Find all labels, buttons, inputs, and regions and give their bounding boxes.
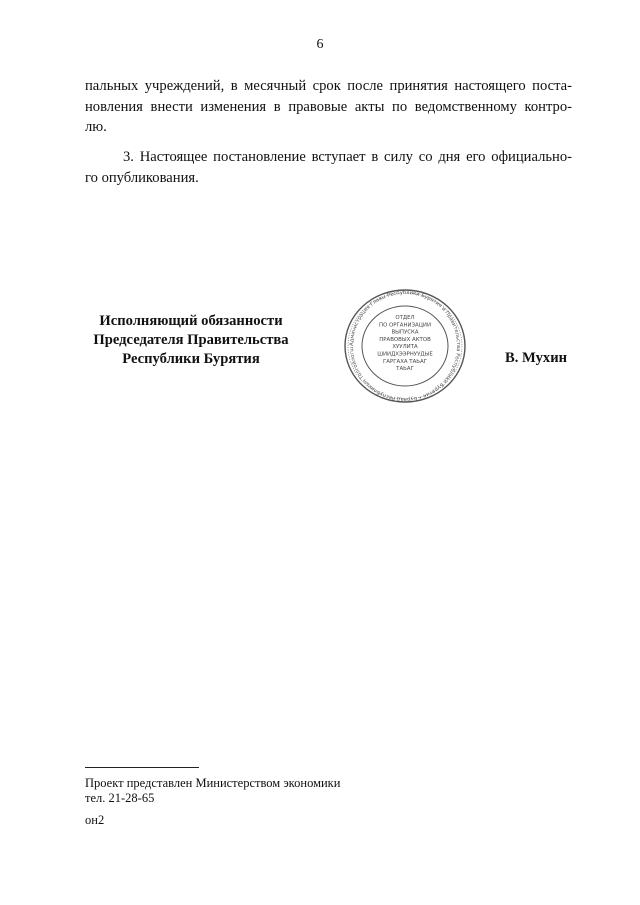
footnote-line: Проект представлен Министерством экономики xyxy=(85,776,341,790)
seal-inner-line: ГАРГАХА ТАЬАГ xyxy=(383,358,427,365)
paragraph-1-line: пальных учреждений, в месячный срок после принятия настоящего поста- xyxy=(85,78,572,94)
signatory-line: Исполняющий обязанности xyxy=(99,313,283,329)
footnote-line: тел. 21-28-65 xyxy=(85,790,155,805)
signer-name: В. Мухин xyxy=(505,350,568,366)
official-seal-stamp xyxy=(340,286,470,406)
paragraph-2-line: 3. Настоящее постановление вступает в силу со дня его официально- xyxy=(123,149,572,165)
seal-inner-line: ВЫПУСКА xyxy=(391,329,419,336)
paragraph-1-line: новления внести изменения в правовые акты по ведомственному контро- xyxy=(85,98,572,115)
paragraph-2-line: го опубликования. xyxy=(85,169,199,186)
signatory-line: Республики Бурятия xyxy=(122,351,260,367)
paragraph-2 xyxy=(85,147,572,188)
seal-inner-line: ХУУЛИТА xyxy=(392,344,418,351)
signatory-line: Председателя Правительства xyxy=(93,332,289,348)
paragraph-1-line: лю. xyxy=(85,119,107,135)
document-code: он2 xyxy=(85,813,105,827)
page-number: 6 xyxy=(316,37,324,52)
footnote-divider xyxy=(85,767,199,768)
seal-inner-line: ПРАВОВЫХ АКТОВ xyxy=(379,336,431,343)
seal-outer-text: Администрация Главы Республики Бурятия и Правительства Республики Бурятия • Буряад Республикын Толгойлогш xyxy=(348,289,462,403)
seal-inner-line: ОТДЕЛ xyxy=(395,315,415,321)
paragraph-1 xyxy=(85,76,572,138)
footnote xyxy=(85,776,340,805)
seal-inner-line: ТАЬАГ xyxy=(396,366,414,373)
seal-inner-line: ПО ОРГАНИЗАЦИИ xyxy=(379,322,431,329)
seal-inner-line: ШИИДХЭЭРНУУДЫЕ xyxy=(377,351,433,358)
signatory-title xyxy=(85,312,297,369)
